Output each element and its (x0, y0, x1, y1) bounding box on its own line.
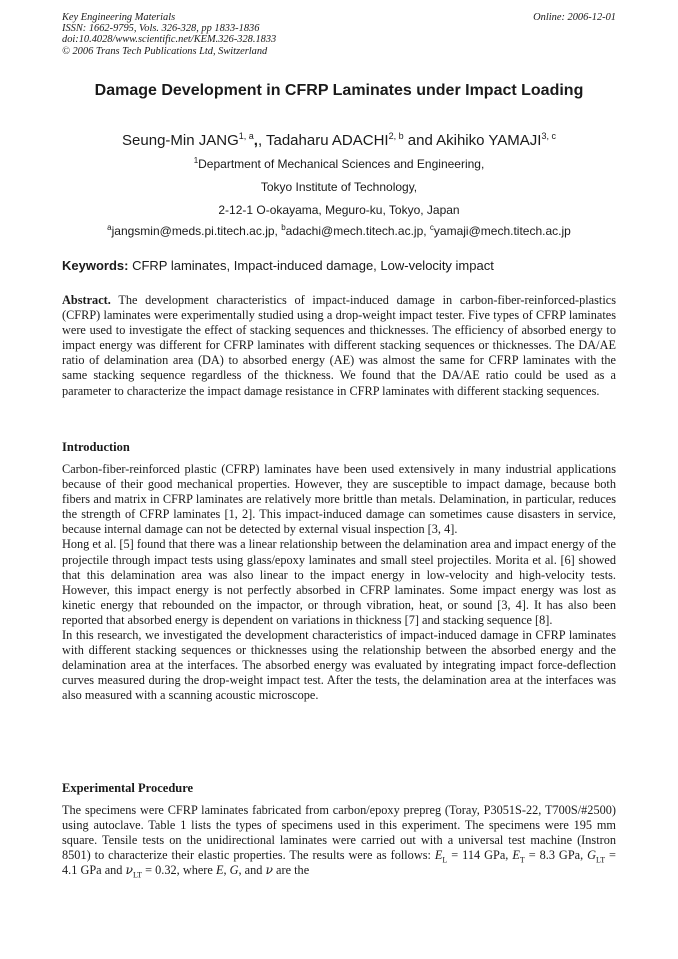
abstract-label: Abstract. (62, 293, 111, 307)
affiliation-line: Tokyo Institute of Technology, (260, 180, 418, 194)
paper-title: Damage Development in CFRP Laminates under Impact Loading (94, 82, 584, 99)
author-sup: 1, a (238, 131, 254, 141)
email-link[interactable]: adachi@mech.titech.ac.jp, (285, 224, 430, 238)
author-name: Seung-Min JANG (122, 132, 239, 149)
author-name: and Akihiko YAMAJI (403, 132, 542, 149)
doi-line: doi:10.4028/www.scientific.net/KEM.326-328.1833 (62, 34, 277, 46)
keywords-text: CFRP laminates, Impact-induced damage, Low-velocity impact (128, 258, 494, 273)
issn-line: ISSN: 1662-9795, Vols. 326-328, pp 1833-1836 (62, 23, 260, 35)
author-sup: 3, c (541, 131, 556, 141)
section-heading: Introduction (62, 440, 130, 454)
paragraph: Hong et al. [5] found that there was a linear relationship between the delamination area and impact energy of the projectile through impact tests using glass/epoxy laminates and small steel projectiles. Morita et al. [6] showed that this delamination area was also linear to the impact energy in low-velocity and high-velocity tests. However, this impact energy is not perfectly absorbed in CFRP laminates. Some impact energy was lost as kinetic energy that rebounded on the impactor, or through vibration, heat, or sound [3, 4]. It has also been reported that absorbed energy is dependent on variations in thickness [7] and stacking sequence [8]. (62, 537, 616, 627)
affiliation-sup: 1 (193, 156, 199, 165)
email-sup: c (429, 223, 434, 232)
abstract (62, 293, 616, 399)
author-sup: 2, b (388, 131, 404, 141)
journal-name: Key Engineering Materials (62, 12, 176, 23)
affiliation-text: Department of Mechanical Sciences and Engineering, (198, 157, 485, 171)
abstract-text: The development characteristics of impact-induced damage in carbon-fiber-reinforced-plastics (CFRP) laminates were experimentally studied using a drop-weight impact tester. Five types of CFRP laminates were used to investigate the effect of stacking sequences and thicknesses. The efficiency of absorbed energy to impact energy was different for CFRP laminates with different stacking sequences or thicknesses. The DA/AE ratio of delamination area (DA) to absorbed energy (AE) was almost the same for CFRP laminates with the same stacking sequence regardless of the thickness. We found that the DA/AE ratio could be used as a parameter to characterize the impact damage resistance in CFRP laminates with different stacking sequences. (62, 293, 616, 398)
author-name: , Tadaharu ADACHI (257, 132, 389, 149)
author-line: Seung-Min JANG$^{1, a}$,, Tadaharu ADACHI$^{2, b}$ and Akihiko YAMAJI$^{3, c}$ (122, 131, 556, 149)
email-line (0, 224, 678, 238)
email-sup: a (107, 223, 112, 232)
email-link[interactable]: jangsmin@meds.pi.titech.ac.jp, (111, 224, 282, 238)
email-sup: b (281, 223, 286, 232)
keywords (62, 258, 494, 273)
affiliation-line (0, 157, 678, 171)
paragraph: In this research, we investigated the development characteristics of impact-induced damage in CFRP laminates with different stacking sequences or thicknesses using the relationship between the absorbed energy and the delamination area at the interfaces. The absorbed energy was evaluated by integrating impact force-deflection curves measured during the drop-weight impact test. After the tests, the delamination area at the interfaces was also measured with a scanning acoustic microscope. (62, 628, 616, 703)
paragraph: The specimens were CFRP laminates fabricated from carbon/epoxy prepreg (Toray, P3051S-22, T700S/#2500) using autoclave. Table 1 lists the types of specimens used in this experiment. The specimens were 195 mm square. Tensile tests on the unidirectional laminates were carried out with a universal test machine (Instron 8501) to characterize their elastic properties. The results were as follows: $E_L = 114$ GPa, $E_T = 8.3$ GPa, $G_{LT} = 4.1$ GPa and $\nu_{LT} = 0.32$, where E, G, and ν are the (62, 803, 616, 880)
online-date: Online: 2006-12-01 (533, 12, 616, 23)
section-heading: Experimental Procedure (62, 781, 194, 795)
affiliation-line: 2-12-1 O-okayama, Meguro-ku, Tokyo, Japan (218, 203, 460, 217)
journal-header (62, 12, 616, 57)
paragraph: Carbon-fiber-reinforced plastic (CFRP) laminates have been used extensively in many industrial applications because of their good mechanical properties. However, they are susceptible to impact damage, because both fibers and matrix in CFRP laminates are relatively more brittle than metals. Delamination, in particular, reduces the strength of CFRP laminates [1, 2]. This impact-induced damage can sometimes cause disasters in service, because internal damage can not be detected by external visual inspection [3, 4]. (62, 462, 616, 537)
experimental-body (62, 803, 616, 878)
copyright-line: © 2006 Trans Tech Publications Ltd, Switzerland (62, 45, 268, 57)
email-link[interactable]: yamaji@mech.titech.ac.jp (433, 224, 571, 238)
introduction-body (62, 462, 616, 704)
keywords-label: Keywords: (62, 258, 129, 273)
